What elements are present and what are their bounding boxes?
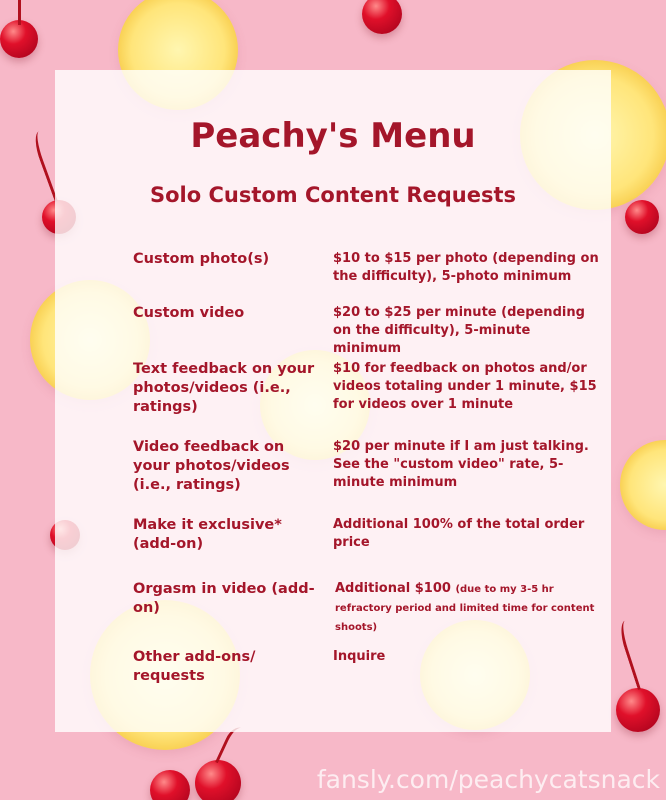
watermark-url: fansly.com/peachycatsnack [316, 765, 660, 794]
menu-item-label: Text feedback on your photos/videos (i.e., ratings) [133, 361, 315, 415]
menu-item-label: Custom photo(s) [133, 251, 270, 267]
menu-item-label: Orgasm in video (add-on) [133, 581, 315, 616]
cherry-decoration [150, 770, 190, 800]
menu-item-price: Inquire [333, 649, 386, 664]
menu-item-price: Additional 100% of the total order price [333, 517, 585, 550]
menu-item-price: $20 per minute if I am just talking. See the "custom video" rate, 5-minute minimum [333, 439, 589, 490]
menu-title: Peachy's Menu [190, 116, 476, 156]
menu-item-label: Make it exclusive* (add-on) [133, 517, 282, 552]
lemon-slice-decoration [620, 440, 666, 530]
cherry-decoration [625, 200, 659, 234]
menu-item-price: $10 for feedback on photos and/or videos totaling under 1 minute, $15 for videos over 1 minute [333, 361, 597, 412]
menu-item-label: Other add-ons/ requests [133, 649, 256, 684]
menu-item-price [335, 580, 603, 637]
menu-subtitle: Solo Custom Content Requests [149, 183, 517, 207]
menu-card [55, 70, 611, 732]
menu-item-label: Custom video [133, 305, 245, 321]
cherry-stem-decoration [18, 0, 41, 25]
cherry-decoration [616, 688, 660, 732]
menu-item-price: $10 to $15 per photo (depending on the difficulty), 5-photo minimum [333, 251, 599, 284]
cherry-stem-decoration [616, 616, 660, 690]
menu-item-price: $20 to $25 per minute (depending on the difficulty), 5-minute minimum [333, 305, 585, 356]
menu-item-label: Video feedback on your photos/videos (i.e., ratings) [133, 439, 290, 493]
menu-item-price-text: Additional $100 [335, 581, 451, 596]
cherry-decoration [362, 0, 402, 34]
cherry-decoration [0, 20, 38, 58]
menu-item-price-note: (due to my 3-5 hr refractory period and limited time for content shoots) [335, 584, 595, 633]
